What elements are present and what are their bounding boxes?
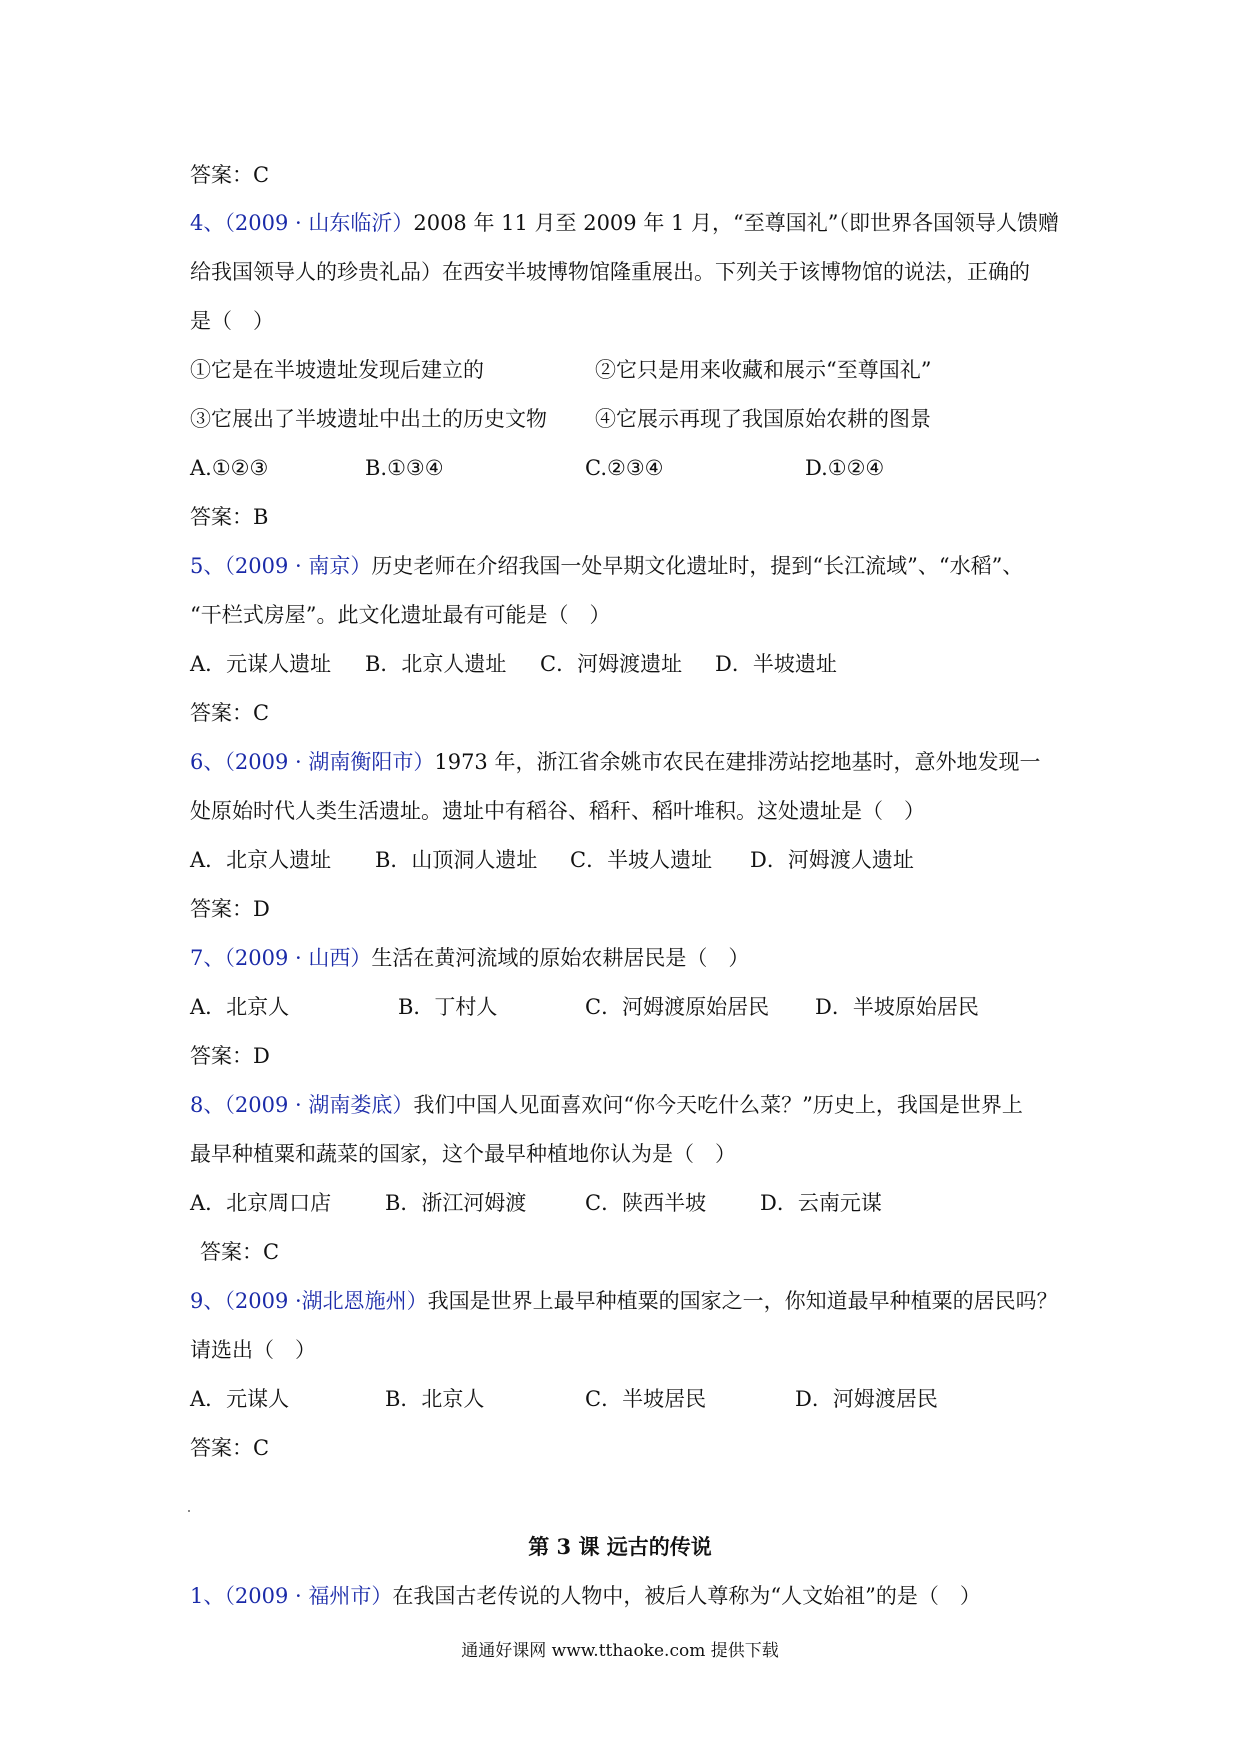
q8-source: （2009 · 湖南娄底） xyxy=(224,1093,414,1117)
q9-option-a: A．元谋人 xyxy=(190,1387,290,1411)
q8-option-b: B．浙江河姆渡 xyxy=(385,1191,527,1215)
answer-q6: 答案：D xyxy=(190,897,270,921)
q9-option-d: D．河姆渡居民 xyxy=(795,1387,938,1411)
q6-text-line1: 1973 年，浙江省余姚市农民在建排涝站挖地基时，意外地发现一 xyxy=(434,750,1041,774)
q4-source: （2009 · 山东临沂） xyxy=(224,211,414,235)
q5-number: 5、 xyxy=(190,554,225,578)
q6-option-d: D．河姆渡人遗址 xyxy=(750,848,914,872)
lesson3-q1-line1 xyxy=(190,1581,981,1611)
q4-option-d: D.①②④ xyxy=(805,456,885,480)
q5-line1 xyxy=(190,551,1023,581)
q4-text-line1: 2008 年 11 月至 2009 年 1 月，“至尊国礼”（即世界各国领导人馈赠 xyxy=(413,211,1060,235)
q4-text-line2: 给我国领导人的珍贵礼品）在西安半坡博物馆隆重展出。下列关于该博物馆的说法，正确的 xyxy=(190,260,1030,284)
q5-option-d: D．半坡遗址 xyxy=(715,652,837,676)
q4-text-line3: 是（ ） xyxy=(190,309,274,333)
q8-option-d: D．云南元谋 xyxy=(760,1191,882,1215)
answer-q9: 答案：C xyxy=(190,1436,270,1460)
q5-source: （2009 · 南京） xyxy=(224,554,372,578)
q4-option-a: A.①②③ xyxy=(190,456,269,480)
answer-q3: 答案：C xyxy=(190,163,270,187)
q8-line1 xyxy=(190,1090,1023,1120)
q6-source: （2009 · 湖南衡阳市） xyxy=(224,750,435,774)
q5-option-c: C．河姆渡遗址 xyxy=(540,652,683,676)
q9-option-b: B．北京人 xyxy=(385,1387,485,1411)
lesson3-q1-number: 1、 xyxy=(190,1584,225,1608)
q7-source: （2009 · 山西） xyxy=(224,946,372,970)
answer-q8: 答案：C xyxy=(200,1240,280,1264)
q9-option-c: C．半坡居民 xyxy=(585,1387,707,1411)
q7-option-c: C．河姆渡原始居民 xyxy=(585,995,770,1019)
q6-line1 xyxy=(190,747,1040,777)
q4-line1 xyxy=(190,208,1059,238)
q8-option-a: A．北京周口店 xyxy=(190,1191,332,1215)
q5-option-b: B．北京人遗址 xyxy=(365,652,507,676)
stray-dot xyxy=(188,1510,190,1512)
q8-text-line1: 我们中国人见面喜欢问“你今天吃什么菜？”历史上，我国是世界上 xyxy=(413,1093,1023,1117)
q8-text-line2: 最早种植粟和蔬菜的国家，这个最早种植地你认为是（ ） xyxy=(190,1142,736,1166)
q9-source: （2009 ·湖北恩施州） xyxy=(224,1289,428,1313)
lesson3-heading: 第 3 课 远古的传说 xyxy=(528,1534,712,1559)
lesson3-q1-text-line1: 在我国古老传说的人物中，被后人尊称为“人文始祖”的是（ ） xyxy=(392,1584,981,1608)
q5-option-a: A．元谋人遗址 xyxy=(190,652,332,676)
q5-text-line1: 历史老师在介绍我国一处早期文化遗址时，提到“长江流域”、“水稻”、 xyxy=(371,554,1024,578)
answer-q7: 答案：D xyxy=(190,1044,270,1068)
q7-number: 7、 xyxy=(190,946,225,970)
q4-statement-2: ②它只是用来收藏和展示“至尊国礼” xyxy=(595,358,932,382)
q4-number: 4、 xyxy=(190,211,225,235)
answer-q4: 答案：B xyxy=(190,505,269,529)
q6-option-a: A．北京人遗址 xyxy=(190,848,332,872)
q8-number: 8、 xyxy=(190,1093,225,1117)
q6-option-b: B．山顶洞人遗址 xyxy=(375,848,538,872)
lesson3-q1-source: （2009 · 福州市） xyxy=(224,1584,393,1608)
q4-statement-1: ①它是在半坡遗址发现后建立的 xyxy=(190,358,484,382)
page-footer: 通通好课网 www.tthaoke.com 提供下载 xyxy=(461,1641,779,1661)
q9-number: 9、 xyxy=(190,1289,225,1313)
q7-option-b: B．丁村人 xyxy=(398,995,498,1019)
q6-option-c: C．半坡人遗址 xyxy=(570,848,713,872)
q6-number: 6、 xyxy=(190,750,225,774)
q5-text-line2: “干栏式房屋”。此文化遗址最有可能是（ ） xyxy=(190,603,611,627)
answer-q5: 答案：C xyxy=(190,701,270,725)
q7-option-d: D．半坡原始居民 xyxy=(815,995,979,1019)
q9-text-line2: 请选出（ ） xyxy=(190,1338,316,1362)
q4-option-c: C.②③④ xyxy=(585,456,664,480)
q6-text-line2: 处原始时代人类生活遗址。遗址中有稻谷、稻秆、稻叶堆积。这处遗址是（ ） xyxy=(190,799,925,823)
q9-line1 xyxy=(190,1286,1058,1316)
q9-text-line1: 我国是世界上最早种植粟的国家之一，你知道最早种植粟的居民吗？ xyxy=(427,1289,1058,1313)
q7-option-a: A．北京人 xyxy=(190,995,290,1019)
q4-option-b: B.①③④ xyxy=(365,456,444,480)
q8-option-c: C．陕西半坡 xyxy=(585,1191,707,1215)
q4-statement-3: ③它展出了半坡遗址中出土的历史文物 xyxy=(190,407,547,431)
q7-line1 xyxy=(190,943,749,973)
q4-statement-4: ④它展示再现了我国原始农耕的图景 xyxy=(595,407,931,431)
q7-text-line1: 生活在黄河流域的原始农耕居民是（ ） xyxy=(371,946,750,970)
